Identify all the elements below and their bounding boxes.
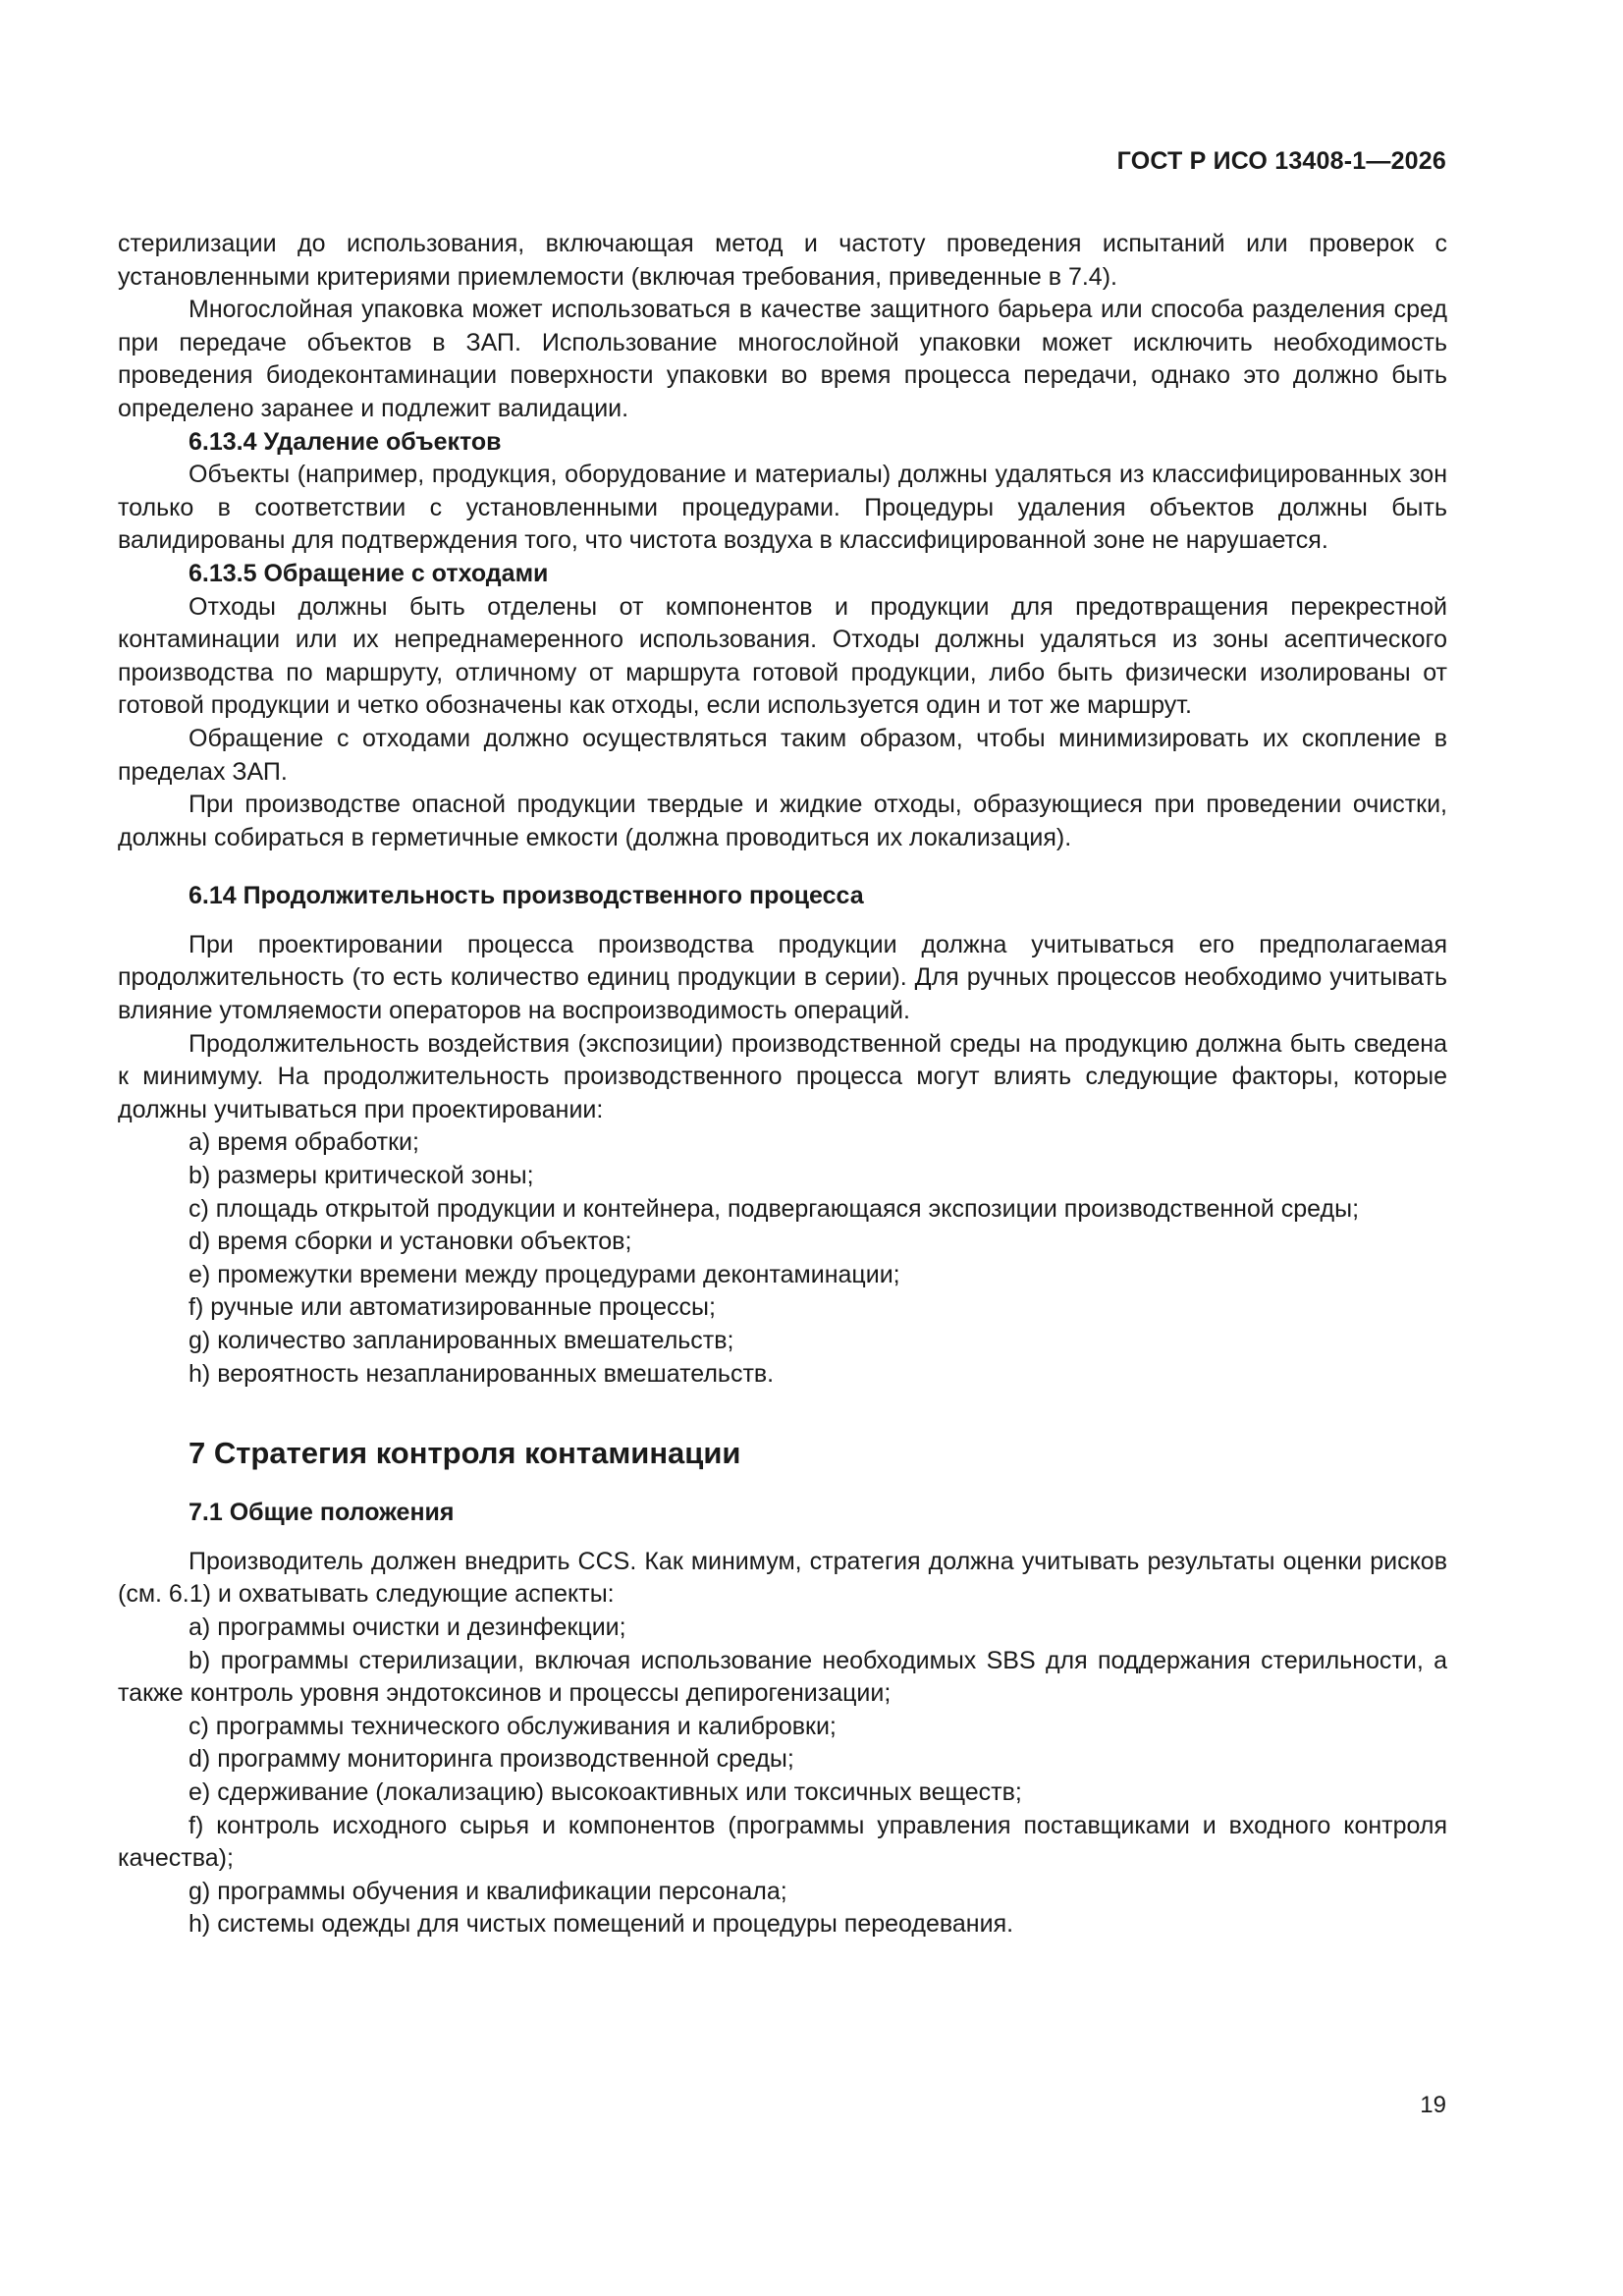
list-item (118, 1777, 1447, 1810)
list-marker: b) (189, 1646, 211, 1674)
list-item (118, 1126, 1447, 1160)
list-item-text: программы технического обслуживания и калибровки; (215, 1712, 837, 1740)
list-item-text: сдерживание (локализацию) высокоактивных или токсичных веществ; (217, 1777, 1022, 1806)
paragraph: При проектировании процесса производства продукции должна учитываться его предполагаемая продолжительность (то есть количество единиц продукции в серии). Для ручных процессов необходимо учитывать влияние утомляемости операторов на воспроизводимость операций. (118, 930, 1447, 1025)
list-marker: c) (189, 1194, 209, 1223)
list-6-14 (118, 1126, 1447, 1391)
section-heading-6-13-4: 6.13.4 Удаление объектов (189, 427, 502, 456)
list-marker: f) (189, 1293, 204, 1322)
list-item (118, 1160, 1447, 1193)
list-marker: e) (189, 1260, 211, 1288)
list-item-text: время обработки; (217, 1128, 419, 1157)
list-item-text: системы одежды для чистых помещений и процедуры переодевания. (217, 1910, 1014, 1939)
list-marker: d) (189, 1745, 211, 1774)
list-item (118, 1193, 1447, 1227)
list-item (118, 1612, 1447, 1645)
list-marker: c) (189, 1712, 209, 1740)
list-item (118, 1810, 1447, 1876)
paragraph: Обращение с отходами должно осуществляться таким образом, чтобы минимизировать их скопление в пределах ЗАП. (118, 724, 1447, 786)
paragraph: Отходы должны быть отделены от компонентов и продукции для предотвращения перекрестной контаминации или их непреднамеренного использования. Отходы должны удаляться из зоны асептического производства по маршруту, отличному от маршрута готовой продукции, либо быть физически изолированы от готовой продукции и четко обозначены как отходы, если используется один и тот же маршрут. (118, 592, 1447, 720)
list-item-text: размеры критической зоны; (217, 1162, 534, 1190)
list-item (118, 1358, 1447, 1392)
list-item-text: площадь открытой продукции и контейнера, подвергающаяся экспозиции производственной среды; (215, 1194, 1360, 1223)
list-marker: a) (189, 1613, 211, 1641)
list-item (118, 1291, 1447, 1325)
list-marker: d) (189, 1228, 211, 1256)
list-marker: g) (189, 1877, 211, 1905)
list-item-text: ручные или автоматизированные процессы; (210, 1293, 716, 1322)
list-item (118, 1743, 1447, 1777)
list-item (118, 1259, 1447, 1292)
list-item-text: программы очистки и дезинфекции; (217, 1613, 626, 1641)
paragraph: Объекты (например, продукция, оборудование и материалы) должны удаляться из классифицированных зон только в соответствии с установленными процедурами. Процедуры удаления объектов должны быть валидированы для подтверждения того, что чистота воздуха в классифицированной зоне не нарушается. (118, 461, 1447, 555)
list-7-1 (118, 1612, 1447, 1941)
list-item-text: промежутки времени между процедурами деконтаминации; (217, 1260, 900, 1288)
list-item-text: программы обучения и квалификации персонала; (217, 1877, 787, 1905)
list-marker: g) (189, 1327, 211, 1354)
paragraph: Многослойная упаковка может использоваться в качестве защитного барьера или способа разделения сред при передаче объектов в ЗАП. Использование многослойной упаковки может исключить необходимость проведения биодеконтаминации поверхности упаковки во время процесса передачи, однако это должно быть определено заранее и подлежит валидации. (118, 296, 1447, 422)
list-item (118, 1645, 1447, 1711)
list-item (118, 1711, 1447, 1744)
list-item-text: вероятность незапланированных вмешательств. (217, 1359, 775, 1388)
list-item-text: время сборки и установки объектов; (217, 1228, 632, 1256)
list-marker: a) (189, 1128, 211, 1157)
list-item (118, 1226, 1447, 1259)
list-marker: h) (189, 1910, 211, 1939)
list-item-text: количество запланированных вмешательств; (217, 1327, 734, 1354)
list-marker: e) (189, 1777, 211, 1806)
chapter-heading-7: 7 Стратегия контроля контаминации (189, 1436, 741, 1471)
list-marker: b) (189, 1162, 211, 1190)
list-marker: f) (189, 1811, 204, 1839)
list-item (118, 1876, 1447, 1909)
list-marker: h) (189, 1359, 211, 1388)
section-heading-6-14: 6.14 Продолжительность производственного процесса (189, 882, 864, 910)
section-heading-7-1: 7.1 Общие положения (189, 1499, 455, 1527)
paragraph: Продолжительность воздействия (экспозиции) производственной среды на продукцию должна быть сведена к минимуму. На продолжительность производственного процесса могут влиять следующие факторы, которые должны учитываться при проектировании: (118, 1029, 1447, 1123)
paragraph: При производстве опасной продукции твердые и жидкие отходы, образующиеся при проведении очистки, должны собираться в герметичные емкости (должна проводиться их локализация). (118, 791, 1447, 851)
list-item-text: программу мониторинга производственной среды; (217, 1745, 794, 1774)
list-item-text: программы стерилизации, включая использование необходимых SBS для поддержания стерильности, а также контроль уровня эндотоксинов и процессы депирогенизации; (118, 1646, 1447, 1708)
list-item (118, 1908, 1447, 1941)
section-heading-6-13-5: 6.13.5 Обращение с отходами (189, 559, 549, 587)
page-number: 19 (1420, 2092, 1446, 2118)
list-item-text: контроль исходного сырья и компонентов (программы управления поставщиками и входного контроля качества); (118, 1811, 1447, 1873)
list-item (118, 1325, 1447, 1358)
document-code-header: ГОСТ Р ИСО 13408-1—2026 (1116, 147, 1446, 175)
paragraph: стерилизации до использования, включающая метод и частоту проведения испытаний или проверок с установленными критериями приемлемости (включая требования, приведенные в 7.4). (118, 230, 1447, 291)
paragraph: Производитель должен внедрить CCS. Как минимум, стратегия должна учитывать результаты оценки рисков (см. 6.1) и охватывать следующие аспекты: (118, 1547, 1447, 1609)
document-body (118, 228, 1447, 1941)
